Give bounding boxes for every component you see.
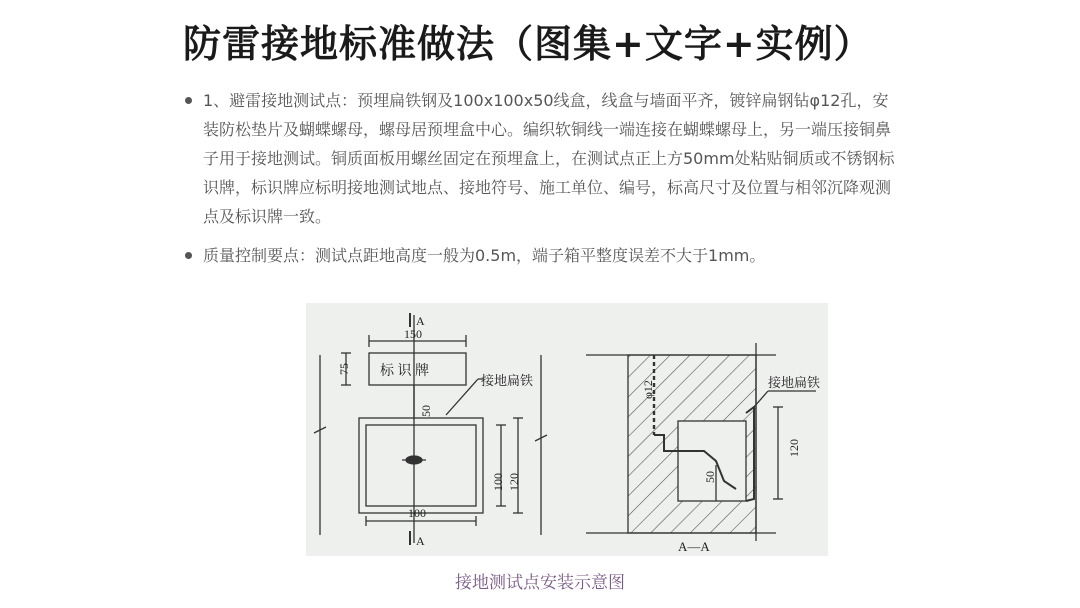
bullet-item bbox=[183, 241, 903, 270]
section-view-a-a bbox=[586, 343, 820, 554]
dimension-120-vertical: 120 bbox=[507, 473, 521, 491]
flat-iron-label: 接地扁铁 bbox=[481, 373, 534, 388]
dimension-50-section: 50 bbox=[703, 471, 717, 483]
bullet-item bbox=[183, 86, 903, 231]
figure-caption: 接地测试点安装示意图 bbox=[455, 573, 625, 592]
plate-label: 标 识 牌 bbox=[380, 364, 429, 379]
installation-diagram bbox=[306, 303, 828, 556]
section-marker-bottom: A bbox=[416, 534, 425, 548]
section-label-a-a: A—A bbox=[678, 539, 710, 554]
dimension-150: 150 bbox=[404, 327, 422, 341]
section-marker-top: A bbox=[416, 314, 425, 328]
bullet-text: 1、避雷接地测试点：预埋扁铁钢及100x100x50线盒，线盒与墙面平齐，镀锌扁钢钻φ12孔，安装防松垫片及蝴蝶螺母，螺母居预埋盒中心。编织软铜线一端连接在蝴蝶螺母上，另一端压接铜鼻子用于接地测试。铜质面板用螺丝固定在预埋盒上，在测试点正上方50mm处粘贴铜质或不锈钢标识牌，标识牌应标明接地测试地点、接地符号、施工单位、编号，标高尺寸及位置与相邻沉降观测点及标识牌一致。 bbox=[203, 91, 895, 226]
bullet-text: 质量控制要点：测试点距地高度一般为0.5m，端子箱平整度误差不大于1mm。 bbox=[203, 246, 766, 265]
diagram-svg bbox=[306, 303, 828, 556]
dimension-120-section: 120 bbox=[787, 439, 801, 457]
bullet-list bbox=[183, 86, 903, 270]
dimension-100-vertical: 100 bbox=[491, 473, 505, 491]
dimension-50: 50 bbox=[419, 405, 433, 417]
dimension-100-horizontal: 100 bbox=[408, 506, 426, 520]
bullet-dot-icon bbox=[185, 97, 192, 104]
bullet-dot-icon bbox=[185, 252, 192, 259]
dimension-75: 75 bbox=[337, 363, 351, 375]
dimension-phi12: φ12 bbox=[641, 380, 655, 399]
front-elevation-view bbox=[314, 313, 547, 545]
flat-iron-label-section: 接地扁铁 bbox=[768, 375, 821, 390]
page-title: 防雷接地标准做法（图集+文字+实例） bbox=[183, 22, 873, 66]
